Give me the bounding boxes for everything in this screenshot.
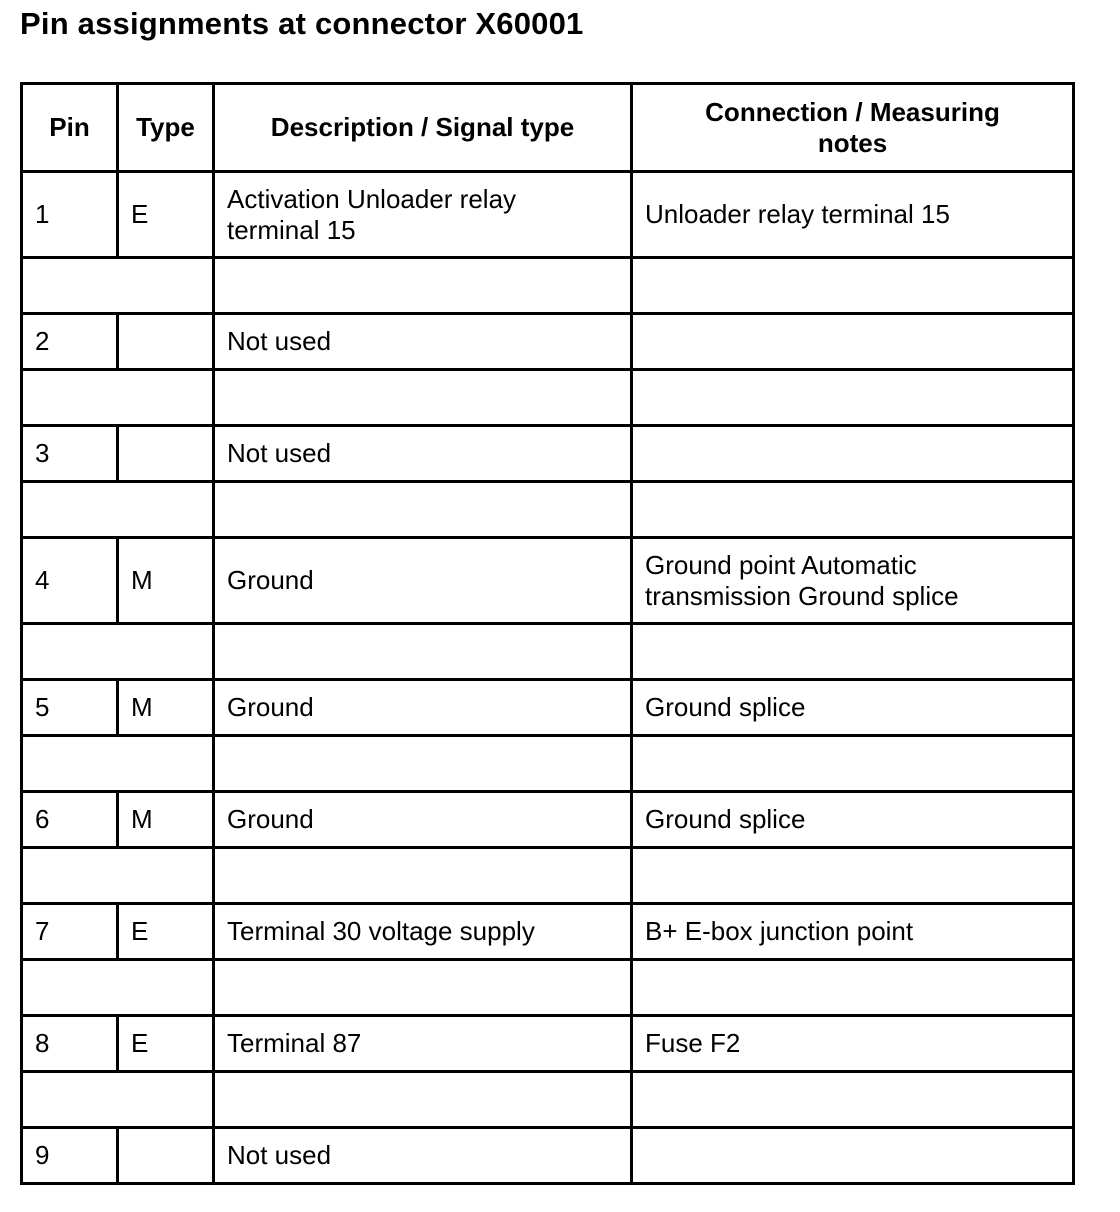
spacer-cell [632, 258, 1074, 314]
spacer-cell [22, 258, 214, 314]
spacer-cell [22, 848, 214, 904]
type-cell: E [118, 172, 214, 258]
spacer-cell [214, 482, 632, 538]
table-row [22, 1128, 1074, 1184]
description-cell: Ground [214, 538, 632, 624]
spacer-cell [22, 1072, 214, 1128]
spacer-cell [214, 1072, 632, 1128]
connection-cell: Unloader relay terminal 15 [632, 172, 1074, 258]
spacer-cell [214, 736, 632, 792]
spacer-row [22, 1072, 1074, 1128]
pin-cell: 2 [22, 314, 118, 370]
pin-cell: 8 [22, 1016, 118, 1072]
pin-cell: 3 [22, 426, 118, 482]
pin-cell: 6 [22, 792, 118, 848]
type-cell [118, 426, 214, 482]
type-cell: E [118, 1016, 214, 1072]
table-row [22, 538, 1074, 624]
spacer-cell [214, 258, 632, 314]
spacer-row [22, 848, 1074, 904]
type-cell [118, 1128, 214, 1184]
table-row [22, 314, 1074, 370]
type-cell: M [118, 792, 214, 848]
connection-cell [632, 1128, 1074, 1184]
connection-cell: Ground point Automatic transmission Ground splice [632, 538, 1074, 624]
pin-cell: 5 [22, 680, 118, 736]
type-cell [118, 314, 214, 370]
spacer-cell [214, 370, 632, 426]
spacer-cell [22, 482, 214, 538]
spacer-cell [214, 624, 632, 680]
description-cell: Ground [214, 680, 632, 736]
pin-cell: 7 [22, 904, 118, 960]
description-cell: Terminal 87 [214, 1016, 632, 1072]
description-cell: Ground [214, 792, 632, 848]
spacer-cell [22, 736, 214, 792]
spacer-cell [22, 624, 214, 680]
table-row [22, 792, 1074, 848]
spacer-row [22, 258, 1074, 314]
table-header-row [22, 84, 1074, 172]
spacer-cell [214, 960, 632, 1016]
table-row [22, 904, 1074, 960]
connection-cell: Ground splice [632, 680, 1074, 736]
column-header-connection: Connection / Measuring notes [632, 84, 1074, 172]
spacer-cell [632, 848, 1074, 904]
spacer-row [22, 370, 1074, 426]
spacer-row [22, 482, 1074, 538]
table-row [22, 172, 1074, 258]
spacer-row [22, 624, 1074, 680]
spacer-cell [22, 370, 214, 426]
spacer-cell [632, 370, 1074, 426]
spacer-row [22, 736, 1074, 792]
pin-cell: 4 [22, 538, 118, 624]
description-cell: Not used [214, 1128, 632, 1184]
spacer-cell [632, 960, 1074, 1016]
type-cell: E [118, 904, 214, 960]
spacer-row [22, 960, 1074, 1016]
connection-cell: Fuse F2 [632, 1016, 1074, 1072]
table-row [22, 680, 1074, 736]
spacer-cell [632, 1072, 1074, 1128]
pin-cell: 9 [22, 1128, 118, 1184]
connection-cell: B+ E-box junction point [632, 904, 1074, 960]
description-cell: Activation Unloader relay terminal 15 [214, 172, 632, 258]
spacer-cell [632, 736, 1074, 792]
description-cell: Terminal 30 voltage supply [214, 904, 632, 960]
spacer-cell [632, 624, 1074, 680]
column-header-type: Type [118, 84, 214, 172]
table-row [22, 426, 1074, 482]
type-cell: M [118, 538, 214, 624]
description-cell: Not used [214, 314, 632, 370]
page-title: Pin assignments at connector X60001 [20, 6, 584, 41]
spacer-cell [632, 482, 1074, 538]
pin-cell: 1 [22, 172, 118, 258]
column-header-description: Description / Signal type [214, 84, 632, 172]
pin-assignment-table [20, 82, 1075, 1185]
description-cell: Not used [214, 426, 632, 482]
table-row [22, 1016, 1074, 1072]
connection-cell [632, 314, 1074, 370]
connection-cell: Ground splice [632, 792, 1074, 848]
spacer-cell [22, 960, 214, 1016]
spacer-cell [214, 848, 632, 904]
type-cell: M [118, 680, 214, 736]
connection-cell [632, 426, 1074, 482]
column-header-pin: Pin [22, 84, 118, 172]
